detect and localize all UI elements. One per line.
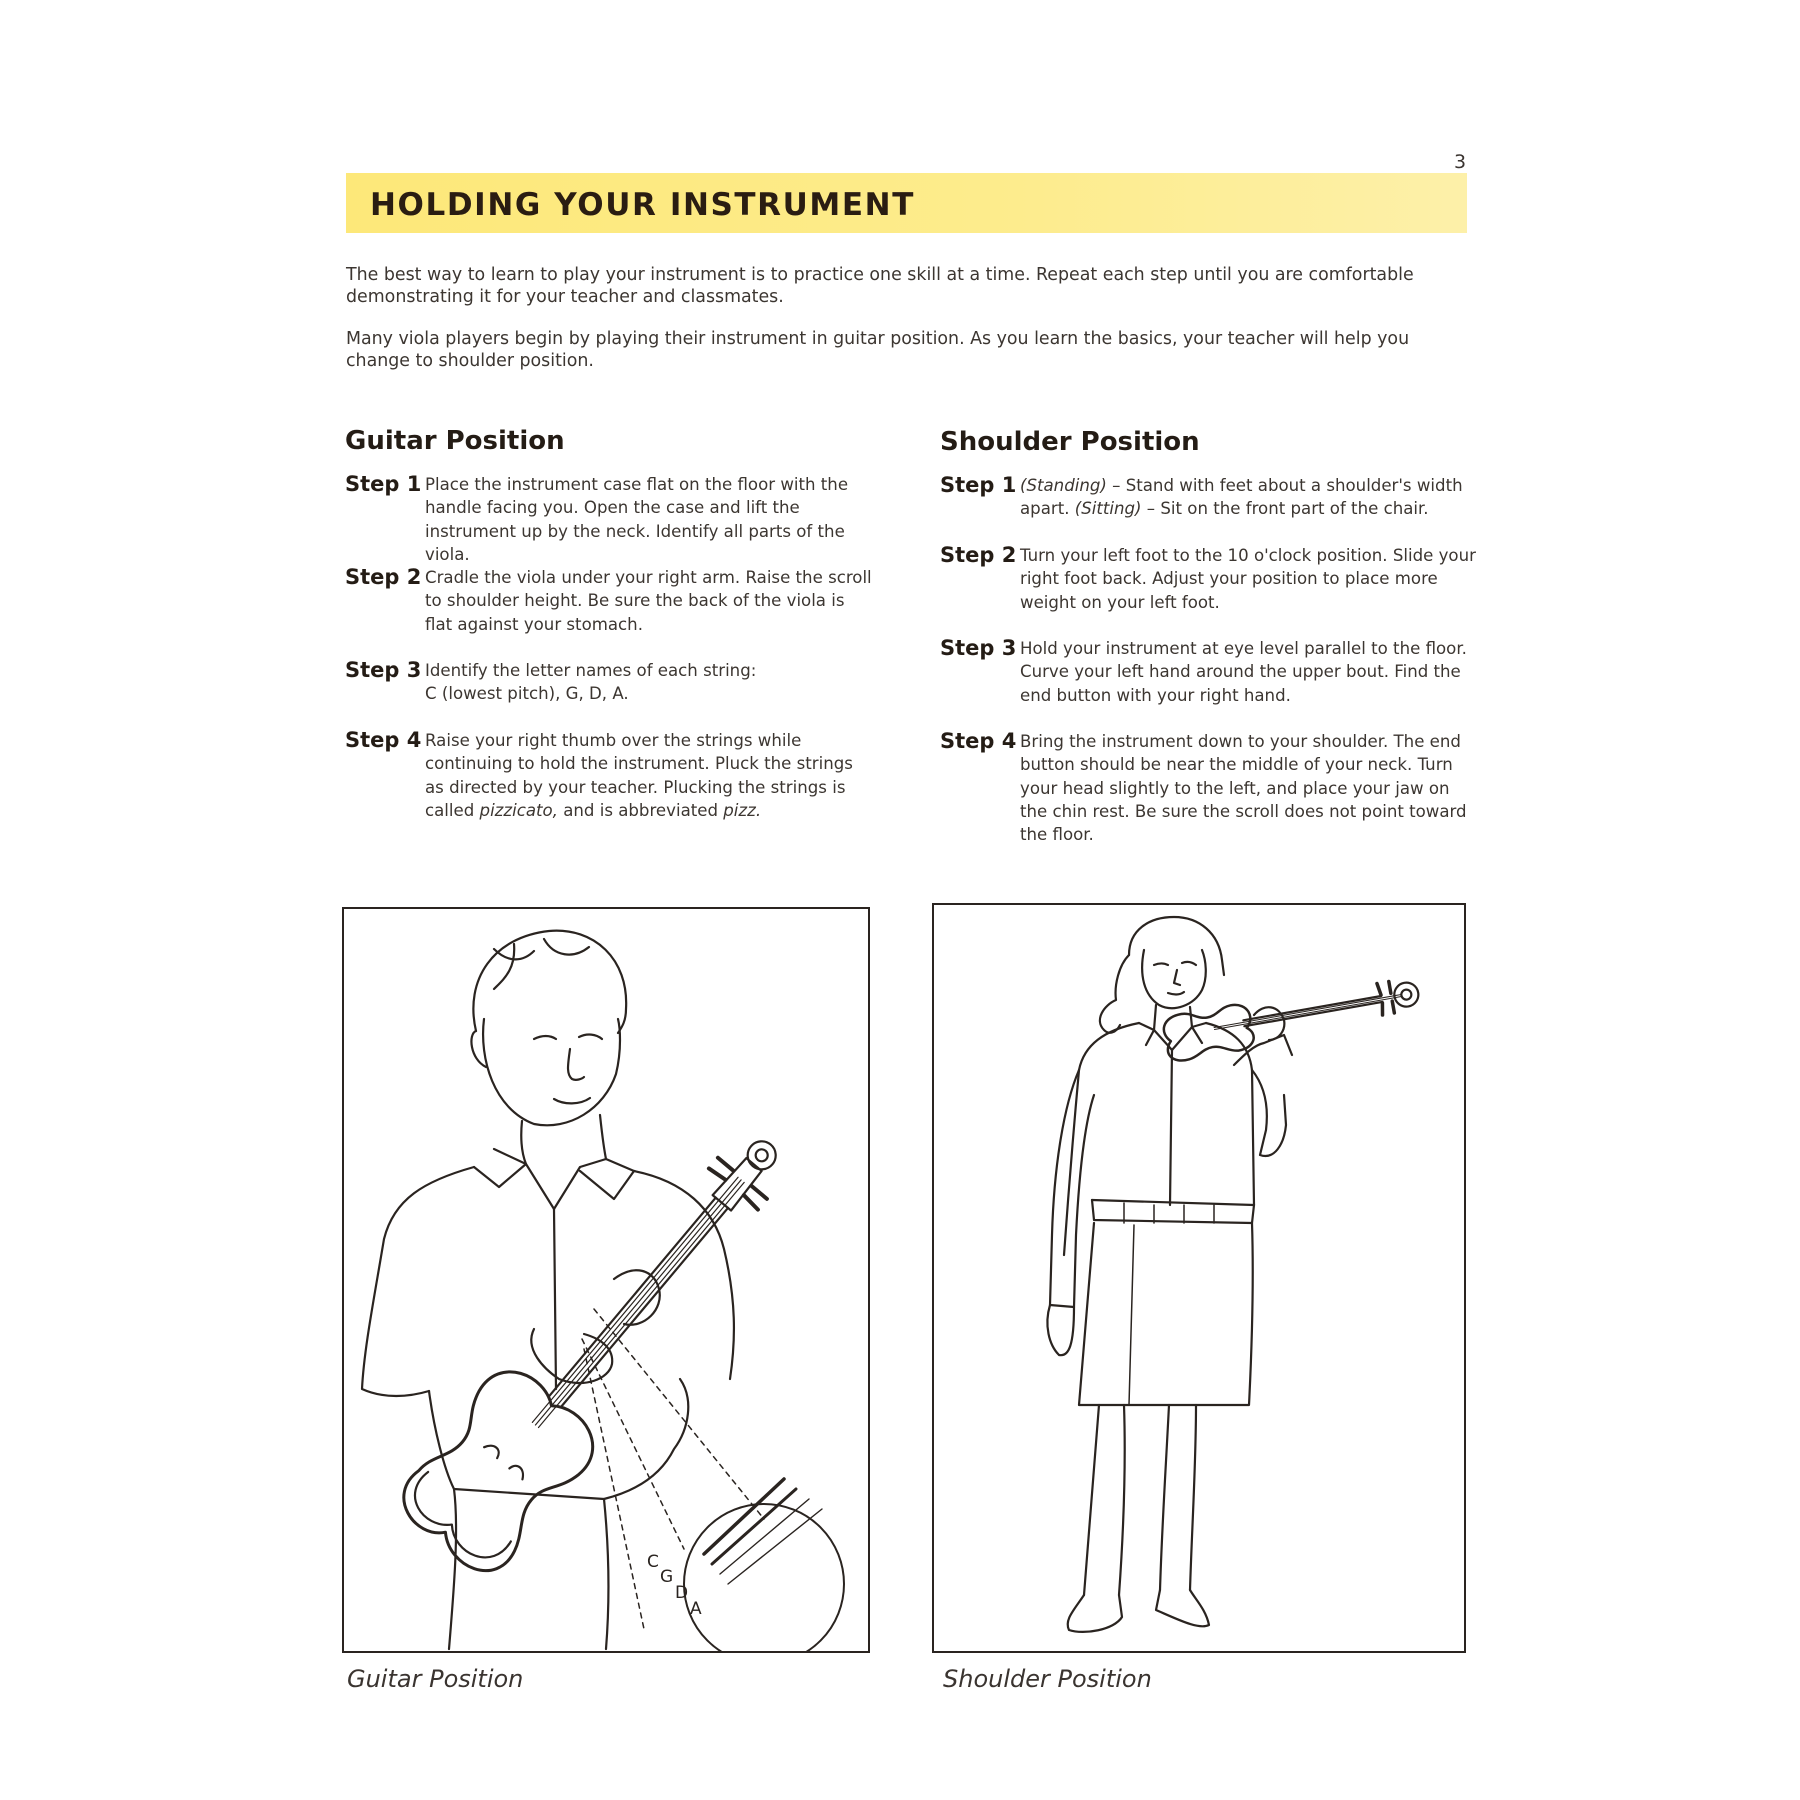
page-number: 3 bbox=[1454, 151, 1467, 173]
string-letter-a: A bbox=[690, 1599, 702, 1619]
guitar-position-illustration bbox=[342, 907, 870, 1653]
shoulder-position-caption: Shoulder Position bbox=[943, 1665, 1152, 1693]
step-label: Step 1 bbox=[940, 473, 1017, 497]
step-text-line: Identify the letter names of each string: bbox=[425, 661, 757, 680]
step-label: Step 2 bbox=[940, 543, 1017, 567]
italic-term: (Standing) bbox=[1020, 476, 1107, 495]
step-label: Step 1 bbox=[345, 472, 422, 496]
guitar-position-caption: Guitar Position bbox=[347, 1665, 524, 1693]
shoulder-step-1 bbox=[940, 474, 1480, 521]
intro-paragraph-2: Many viola players begin by playing their instrument in guitar position. As you learn the basics, your teacher will help you change to shoulder position. bbox=[346, 329, 1410, 371]
guitar-position-heading: Guitar Position bbox=[345, 426, 565, 456]
string-letter-g: G bbox=[660, 1567, 674, 1587]
guitar-step-3 bbox=[345, 659, 873, 706]
step-text-line: C (lowest pitch), G, D, A. bbox=[425, 684, 629, 704]
step-text bbox=[425, 729, 873, 822]
guitar-step-1 bbox=[345, 473, 873, 566]
guitar-step-4 bbox=[345, 729, 873, 822]
shoulder-position-heading: Shoulder Position bbox=[940, 427, 1200, 457]
italic-abbreviation: pizz. bbox=[723, 800, 762, 820]
step-label: Step 2 bbox=[345, 565, 422, 589]
string-letter-c: C bbox=[647, 1552, 659, 1572]
text-span: – Sit on the front part of the chair. bbox=[1141, 499, 1429, 519]
step-text: Place the instrument case flat on the floor with the handle facing you. Open the case and lift the instrument up by the neck. Identify all parts of the viola. bbox=[425, 475, 849, 564]
step-text: Hold your instrument at eye level parallel to the floor. Curve your left hand around the upper bout. Find the end button with your right hand. bbox=[1020, 639, 1467, 705]
step-text: Turn your left foot to the 10 o'clock position. Slide your right foot back. Adjust your position to place more weight on your left foot. bbox=[1020, 546, 1476, 612]
step-text bbox=[425, 659, 873, 706]
step-label: Step 3 bbox=[940, 636, 1017, 660]
string-letter-d: D bbox=[675, 1583, 689, 1603]
girl-holding-viola-drawing bbox=[934, 905, 1464, 1651]
guitar-step-2 bbox=[345, 566, 873, 636]
intro-paragraph-1: The best way to learn to play your instrument is to practice one skill at a time. Repeat each step until you are comfortable demonstrating it for your teacher and classmates. bbox=[346, 265, 1414, 307]
shoulder-step-2 bbox=[940, 544, 1480, 614]
step-label: Step 4 bbox=[940, 729, 1017, 753]
italic-term: pizzicato, bbox=[479, 800, 558, 820]
text-span: and is abbreviated bbox=[557, 800, 724, 820]
boy-holding-viola-drawing bbox=[344, 909, 868, 1651]
text-span: Raise your right thumb over the strings while continuing to hold the instrument. Pluck the strings as directed by your teacher. Plucking the strings is called bbox=[425, 731, 853, 820]
shoulder-position-illustration bbox=[932, 903, 1466, 1653]
step-text: Bring the instrument down to your shoulder. The end button should be near the middle of your neck. Turn your head slightly to the left, and place your jaw on the chin rest. Be sure the scroll does not point toward the floor. bbox=[1020, 732, 1467, 845]
step-text bbox=[1020, 474, 1480, 521]
step-label: Step 4 bbox=[345, 728, 422, 752]
title-banner bbox=[346, 173, 1467, 233]
text-span: – Stand with feet about a shoulder's width apart. bbox=[1020, 476, 1463, 519]
shoulder-step-3 bbox=[940, 637, 1480, 707]
italic-term: (Sitting) bbox=[1074, 499, 1142, 519]
shoulder-step-4 bbox=[940, 730, 1480, 846]
step-text: Cradle the viola under your right arm. Raise the scroll to shoulder height. Be sure the back of the viola is flat against your stomach. bbox=[425, 568, 872, 634]
step-label: Step 3 bbox=[345, 658, 422, 682]
page-title: HOLDING YOUR INSTRUMENT bbox=[370, 187, 915, 223]
